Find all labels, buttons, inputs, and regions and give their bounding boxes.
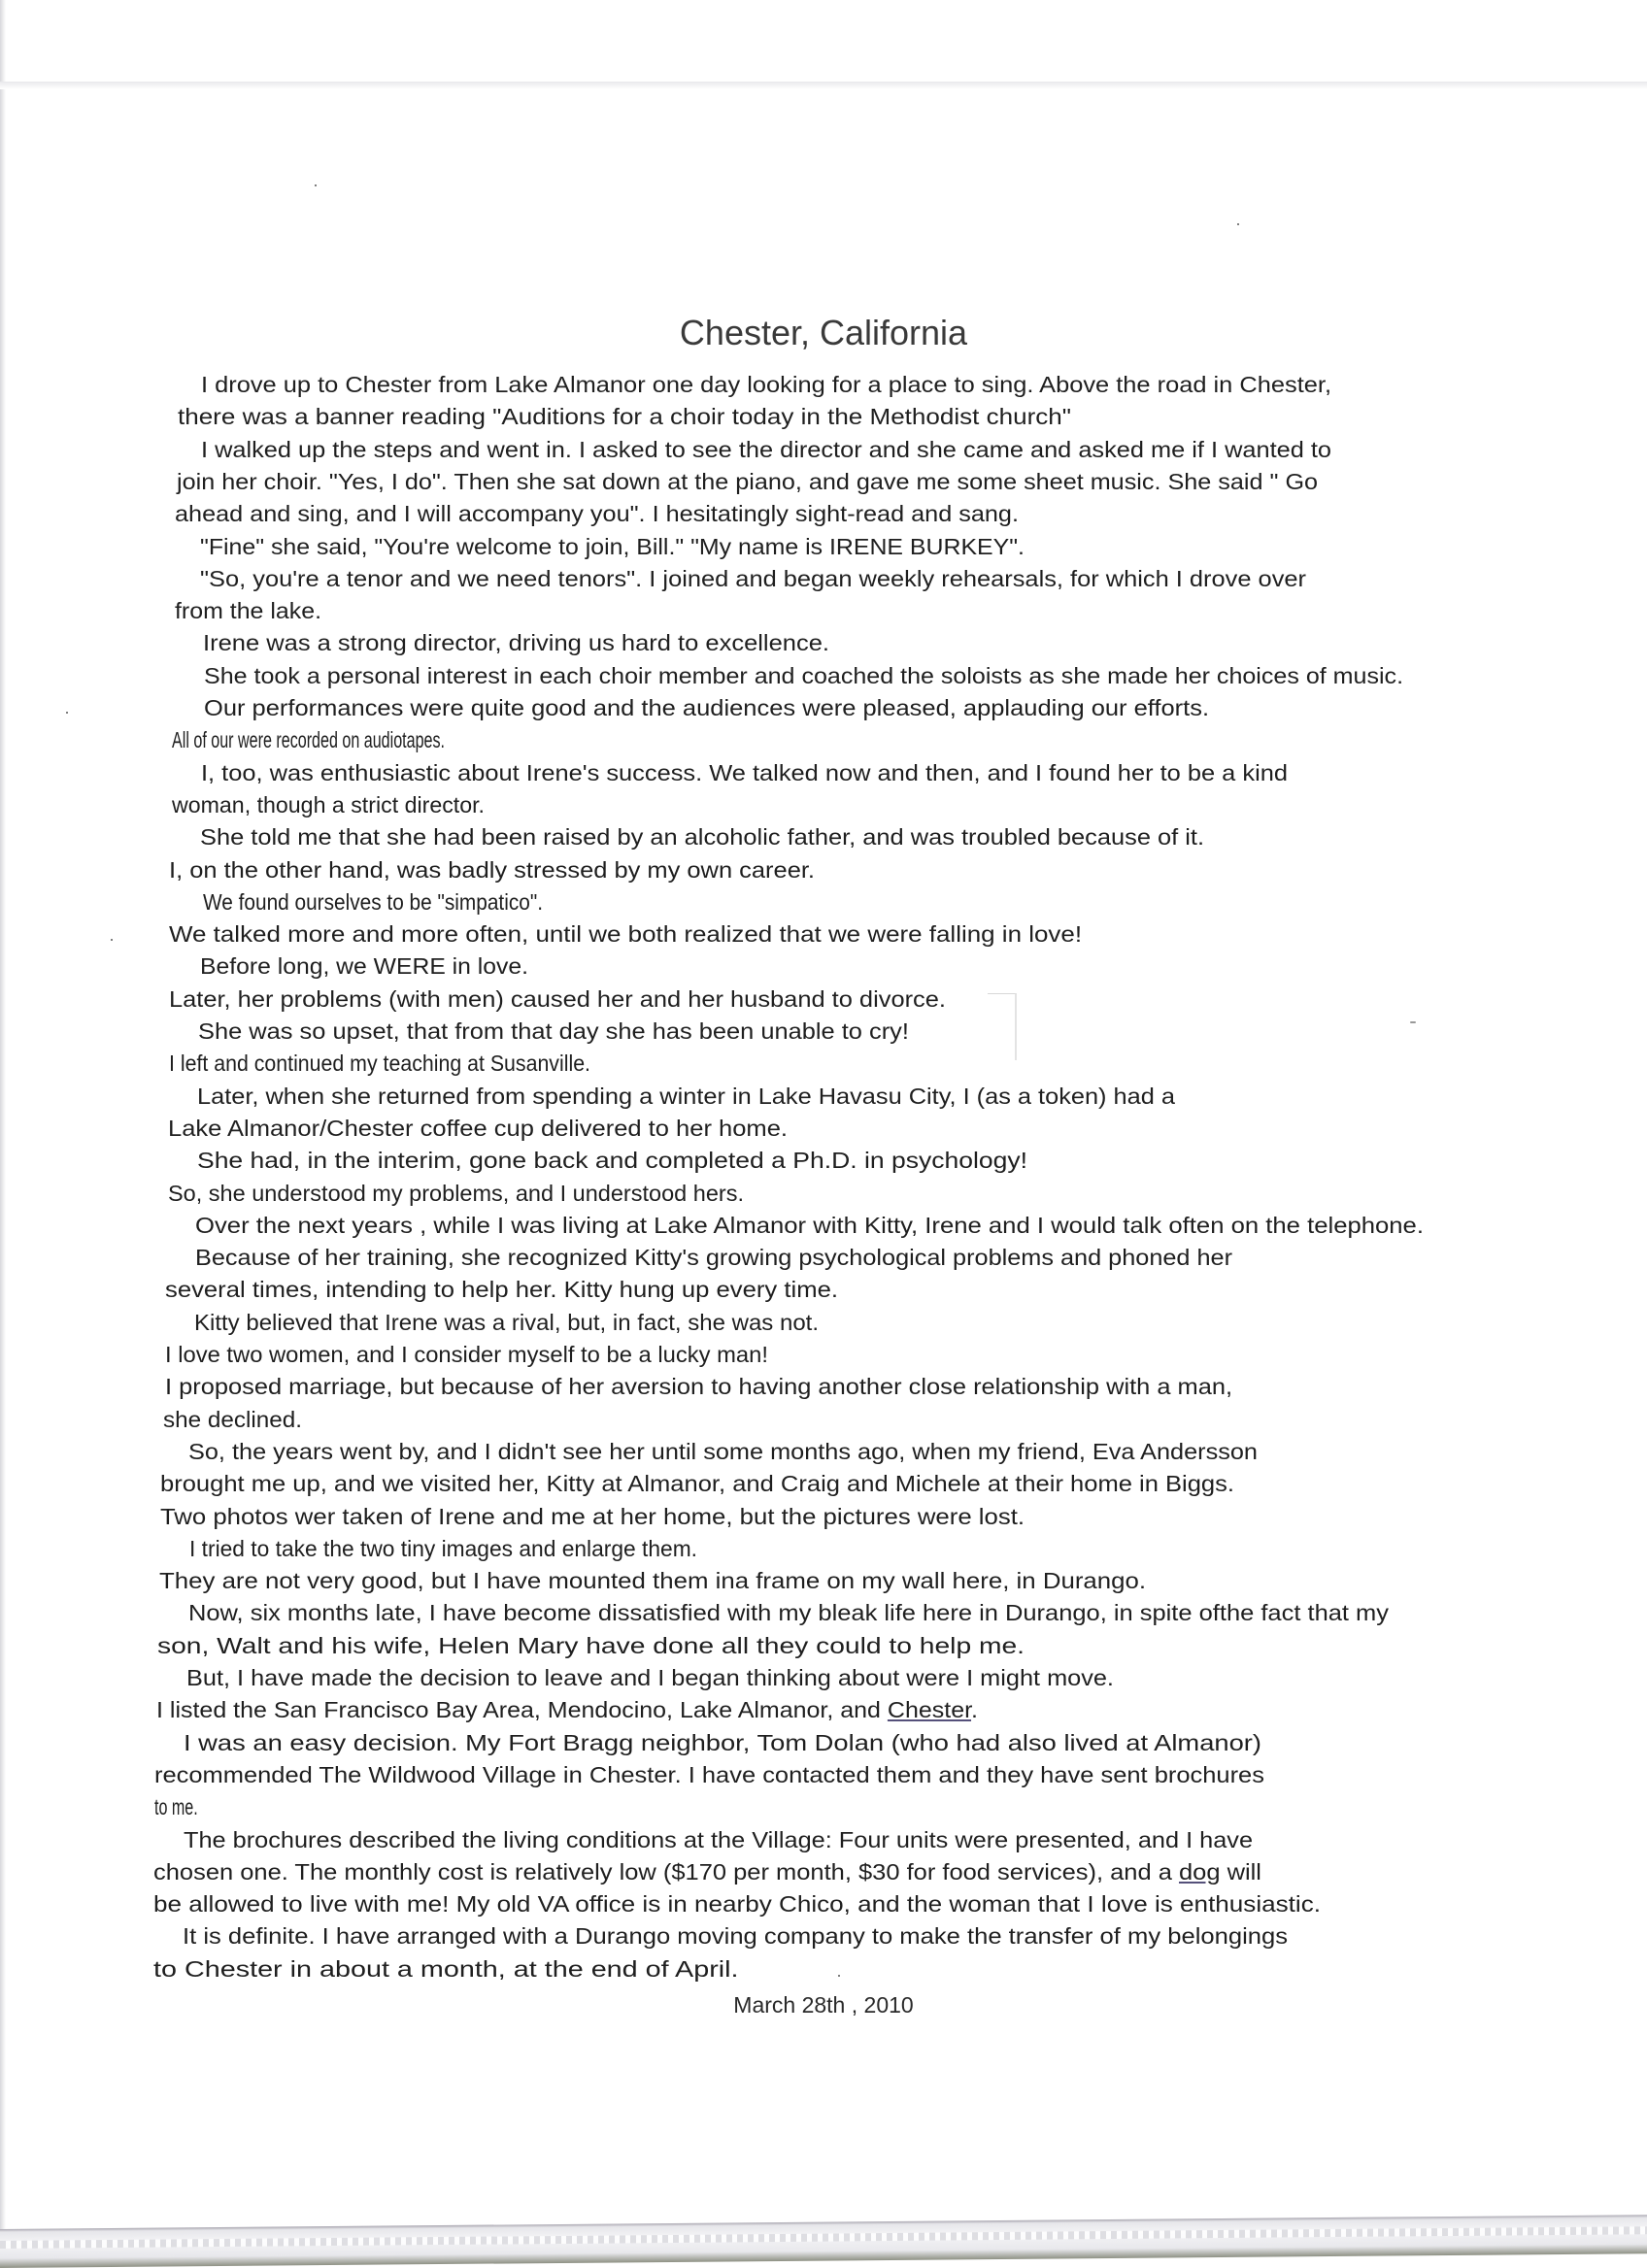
text-line [153,1955,739,1983]
text-line [204,694,1209,721]
scan-speck [838,1975,840,1977]
text-line [163,1406,302,1433]
underlined-word: dog [1178,1858,1221,1884]
text-line-content: to me. [154,1794,198,1820]
text-line [156,1696,978,1723]
text-line-content: I, too, was enthusiastic about Irene's success. We talked now and then, and I found her to be a kind [201,759,1289,785]
text-line-content: chosen one. The monthly cost is relatively low ($170 per month, $30 for food services), and a [153,1858,1179,1884]
text-line-content: from the lake. [175,598,322,624]
text-line [172,791,485,818]
text-line [169,856,815,884]
text-line-content: Now, six months late, I have become dissatisfied with my bleak life here in Durango, in spite ofthe fact that my [188,1600,1390,1626]
text-line-content: Lake Almanor/Chester coffee cup delivered to her home. [168,1115,788,1141]
text-line [189,1535,697,1562]
text-line-content: Kitty believed that Irene was a rival, but, in fact, she was not. [194,1309,820,1335]
text-line [197,1083,1175,1110]
text-line-content: I listed the San Francisco Bay Area, Mendocino, Lake Almanor, and [156,1697,888,1723]
text-line [168,1115,788,1142]
text-line [165,1276,838,1303]
scan-speck [315,184,317,186]
text-line-tail: . [971,1697,978,1723]
text-line-content: woman, though a strict director. [172,791,486,817]
text-line [153,1858,1261,1885]
text-line-content: We talked more and more often, until we both realized that we were falling in love! [169,921,1083,948]
text-line [169,985,946,1013]
text-line [197,1147,1027,1174]
text-line-content: join her choir. "Yes, I do". Then she sat down at the piano, and gave me some sheet music. She said " Go [177,468,1319,494]
text-line-content: I love two women, and I consider myself to be a lucky man! [165,1342,768,1367]
text-line [203,629,829,656]
text-line-content: Over the next years , while I was living at Lake Almanor with Kitty, Irene and I would talk often on the telephone. [195,1212,1424,1238]
text-line-content: Two photos wer taken of Irene and me at her home, but the pictures were lost. [160,1503,1025,1529]
text-line-content: Later, her problems (with men) caused her and her husband to divorce. [169,985,946,1012]
scan-speck [66,712,68,714]
text-line [188,1599,1389,1626]
text-line [201,759,1288,786]
text-line [172,726,445,753]
text-line [168,1180,744,1207]
text-line [203,888,543,916]
text-line [159,1567,1146,1594]
text-line [153,1890,1321,1918]
text-line [200,565,1306,592]
text-line [160,1470,1234,1497]
text-line [165,1373,1232,1400]
text-line-content: "So, you're a tenor and we need tenors". I joined and began weekly rehearsals, for which I drove over [200,565,1307,591]
text-line [175,500,1019,527]
text-line [201,371,1331,398]
text-line [198,1017,909,1045]
tape-mark [988,993,1017,1060]
text-line-content: They are not very good, but I have mounted them ina frame on my wall here, in Durango. [159,1568,1147,1594]
document-title: Chester, California [679,313,968,352]
text-line [165,1341,768,1368]
text-line-content: Irene was a strong director, driving us hard to excellence. [203,630,829,656]
text-line [178,403,1071,430]
text-line-content: "Fine" she said, "You're welcome to join, Bill." "My name is IRENE BURKEY". [200,533,1025,559]
text-line [194,1309,819,1336]
text-line-content: Before long, we WERE in love. [200,953,529,980]
scan-speck [111,939,113,941]
text-line [184,1826,1253,1853]
text-line [154,1793,198,1820]
text-line-content: We found ourselves to be "simpatico". [203,888,544,915]
text-line [160,1503,1025,1530]
text-line-content: be allowed to live with me! My old VA office is in nearby Chico, and the woman that I love is enthusiastic. [153,1891,1322,1918]
text-line-content: So, the years went by, and I didn't see her until some months ago, when my friend, Eva Andersson [188,1438,1259,1464]
text-line-content: I drove up to Chester from Lake Almanor one day looking for a place to sing. Above the road in Chester, [201,372,1332,397]
scan-edge-top [0,82,1647,89]
underlined-word: Chester [887,1697,972,1723]
text-line-content: there was a banner reading "Auditions for a choir today in the Methodist church" [178,404,1071,430]
text-line [195,1244,1232,1271]
text-line [157,1632,1025,1659]
text-line-content: She had, in the interim, gone back and completed a Ph.D. in psychology! [197,1148,1028,1174]
text-line [183,1922,1288,1950]
document-date: March 28th , 2010 [733,1992,914,2018]
text-line [169,1050,590,1077]
text-line-content: Later, when she returned from spending a winter in Lake Havasu City, I (as a token) had a [197,1083,1175,1109]
text-line-content: It is definite. I have arranged with a Durango moving company to make the transfer of my belongings [183,1923,1289,1950]
text-line-content: The brochures described the living conditions at the Village: Four units were presented, and I have [184,1826,1254,1852]
text-line [200,533,1025,560]
text-line-content: So, she understood my problems, and I understood hers. [168,1180,744,1206]
scan-speck [1237,223,1239,225]
text-line [177,468,1318,495]
text-line [169,920,1082,948]
text-line-content: Our performances were quite good and the audiences were pleased, applauding our efforts. [204,695,1210,720]
text-line [184,1729,1261,1756]
text-line-content: But, I have made the decision to leave and I began thinking about were I might move. [186,1665,1114,1690]
text-line [201,436,1331,463]
scan-speck [1410,1021,1416,1023]
text-line [186,1664,1114,1691]
text-line [204,662,1403,689]
text-line [200,823,1204,850]
text-line-content: son, Walt and his wife, Helen Mary have done all they could to help me. [157,1632,1025,1658]
text-line-content: She told me that she had been raised by an alcoholic father, and was troubled because of it. [200,824,1205,850]
text-line-content: Because of her training, she recognized Kitty's growing psychological problems and phoned her [195,1245,1233,1271]
text-line-content: She took a personal interest in each choir member and coached the soloists as she made her choices of music. [204,662,1404,688]
text-line-content: All of our were recorded on audiotapes. [172,727,446,753]
text-line-content: brought me up, and we visited her, Kitty at Almanor, and Craig and Michele at their home in Biggs. [160,1471,1235,1497]
text-line-tail: will [1220,1858,1261,1884]
text-line-content: I was an easy decision. My Fort Bragg neighbor, Tom Dolan (who had also lived at Almanor) [184,1729,1262,1755]
text-line [175,597,321,624]
text-line [200,952,528,980]
text-line-content: I, on the other hand, was badly stressed by my own career. [169,856,815,883]
text-line-content: recommended The Wildwood Village in Chester. I have contacted them and they have sent brochures [154,1761,1264,1787]
text-line [195,1212,1424,1239]
text-line-content: I proposed marriage, but because of her aversion to having another close relationship with a man, [165,1374,1233,1400]
text-line-content: I tried to take the two tiny images and enlarge them. [189,1535,697,1561]
text-line-content: I left and continued my teaching at Susanville. [169,1051,590,1077]
text-line-content: She was so upset, that from that day she has been unable to cry! [198,1018,909,1044]
text-line [154,1761,1264,1788]
text-line-content: to Chester in about a month, at the end of April. [153,1955,739,1982]
text-line [188,1438,1258,1465]
scan-edge-bottom [0,2215,1647,2268]
text-line-content: several times, intending to help her. Kitty hung up every time. [165,1277,838,1303]
text-line-content: she declined. [163,1406,303,1432]
text-line-content: ahead and sing, and I will accompany you". I hesitatingly sight-read and sang. [175,501,1019,527]
text-line-content: I walked up the steps and went in. I asked to see the director and she came and asked me if I wanted to [201,436,1332,462]
